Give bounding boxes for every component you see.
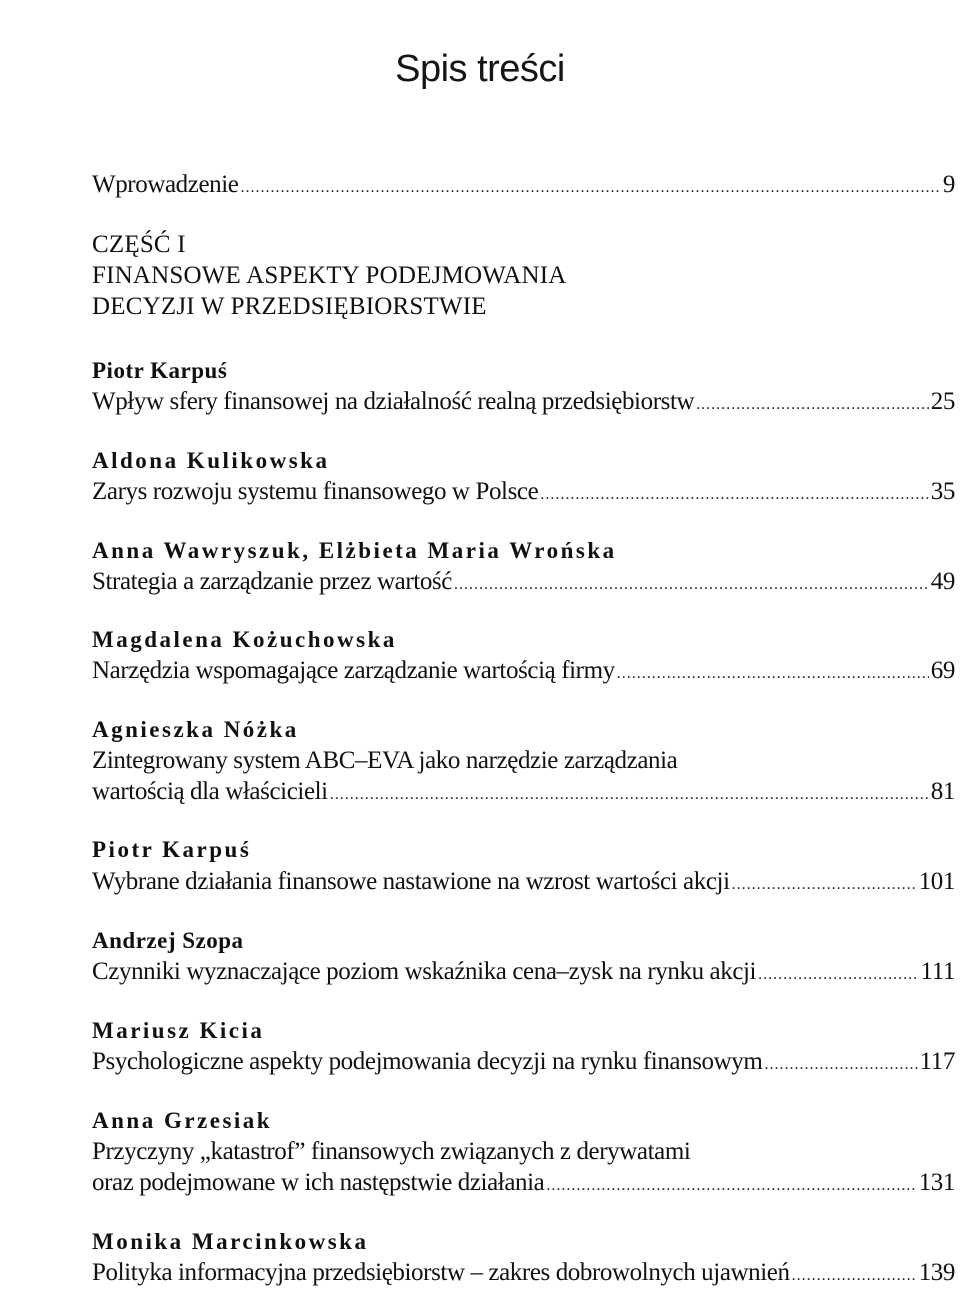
toc-author: Agnieszka Nóżka	[92, 717, 299, 742]
toc-page-number: 111	[920, 958, 955, 985]
part-title-line1: FINANSOWE ASPEKTY PODEJMOWANIA	[92, 262, 567, 289]
part-title-line2: DECYZJI W PRZEDSIĘBIORSTWIE	[92, 293, 487, 320]
toc-page-number: 131	[918, 1169, 955, 1196]
dot-leader	[764, 1050, 917, 1080]
toc-page-number: 139	[918, 1259, 955, 1286]
toc-author: Andrzej Szopa	[92, 928, 244, 953]
toc-page-number: 35	[930, 478, 955, 505]
dot-leader	[540, 480, 928, 510]
page-title: Spis treści	[395, 48, 565, 90]
toc-entry[interactable]	[92, 867, 955, 900]
toc-page-number: 49	[930, 568, 955, 595]
toc-author: Piotr Karpuś	[92, 358, 228, 383]
toc-page-number: 9	[942, 171, 955, 198]
toc-entry-title: Wpływ sfery finansowej na działalność realną przedsiębiorstw	[92, 388, 695, 415]
toc-author: Mariusz Kicia	[92, 1018, 265, 1043]
toc-author: Piotr Karpuś	[92, 837, 252, 862]
toc-author: Aldona Kulikowska	[92, 448, 330, 473]
toc-entry-title-line1: Przyczyny „katastrof” finansowych związanych z derywatami	[92, 1138, 691, 1165]
toc-page-number: 81	[930, 778, 955, 805]
toc-entry[interactable]	[92, 477, 955, 510]
dot-leader	[696, 390, 929, 420]
toc-entry[interactable]	[92, 656, 955, 689]
toc-page-number: 117	[919, 1048, 955, 1075]
toc-entry-title: Czynniki wyznaczające poziom wskaźnika cena–zysk na rynku akcji	[92, 958, 757, 985]
toc-author: Magdalena Kożuchowska	[92, 627, 397, 652]
toc-entry[interactable]	[92, 387, 955, 420]
toc-entry[interactable]	[92, 1047, 955, 1080]
dot-leader	[758, 960, 918, 990]
part-label: CZĘŚĆ I	[92, 231, 186, 258]
toc-author: Anna Grzesiak	[92, 1108, 273, 1133]
dot-leader	[617, 659, 929, 689]
toc-entry[interactable]	[92, 567, 955, 600]
toc-entry-title: Strategia a zarządzanie przez wartość	[92, 568, 452, 595]
toc-page-number: 101	[918, 868, 955, 895]
toc-page-number: 69	[930, 657, 955, 684]
toc-entry[interactable]	[92, 957, 955, 990]
dot-leader	[330, 780, 929, 810]
toc-entry-title: wartością dla właścicieli	[92, 778, 328, 805]
toc-author: Anna Wawryszuk, Elżbieta Maria Wrońska	[92, 538, 617, 563]
toc-entry-title: oraz podejmowane w ich następstwie działania	[92, 1169, 545, 1196]
dot-leader	[732, 870, 917, 900]
dot-leader	[792, 1261, 917, 1291]
toc-entry-title: Wybrane działania finansowe nastawione na wzrost wartości akcji	[92, 868, 730, 895]
toc-entry[interactable]	[92, 1258, 955, 1291]
toc-entry-title: Polityka informacyjna przedsiębiorstw – zakres dobrowolnych ujawnień	[92, 1259, 790, 1286]
toc-entry-title: Psychologiczne aspekty podejmowania decyzji na rynku finansowym	[92, 1048, 763, 1075]
toc-entry-title: Zarys rozwoju systemu finansowego w Polsce	[92, 478, 539, 505]
toc-entry-title-line1: Zintegrowany system ABC–EVA jako narzędzie zarządzania	[92, 747, 678, 774]
toc-entry-title: Wprowadzenie	[92, 171, 239, 198]
dot-leader	[241, 173, 941, 203]
toc-entry[interactable]	[92, 777, 955, 810]
toc-author: Monika Marcinkowska	[92, 1229, 369, 1254]
dot-leader	[454, 570, 929, 600]
toc-entry-intro[interactable]	[92, 170, 955, 203]
dot-leader	[546, 1171, 916, 1201]
toc-entry[interactable]	[92, 1168, 955, 1201]
toc-page-number: 25	[930, 388, 955, 415]
toc-entry-title: Narzędzia wspomagające zarządzanie wartością firmy	[92, 657, 615, 684]
